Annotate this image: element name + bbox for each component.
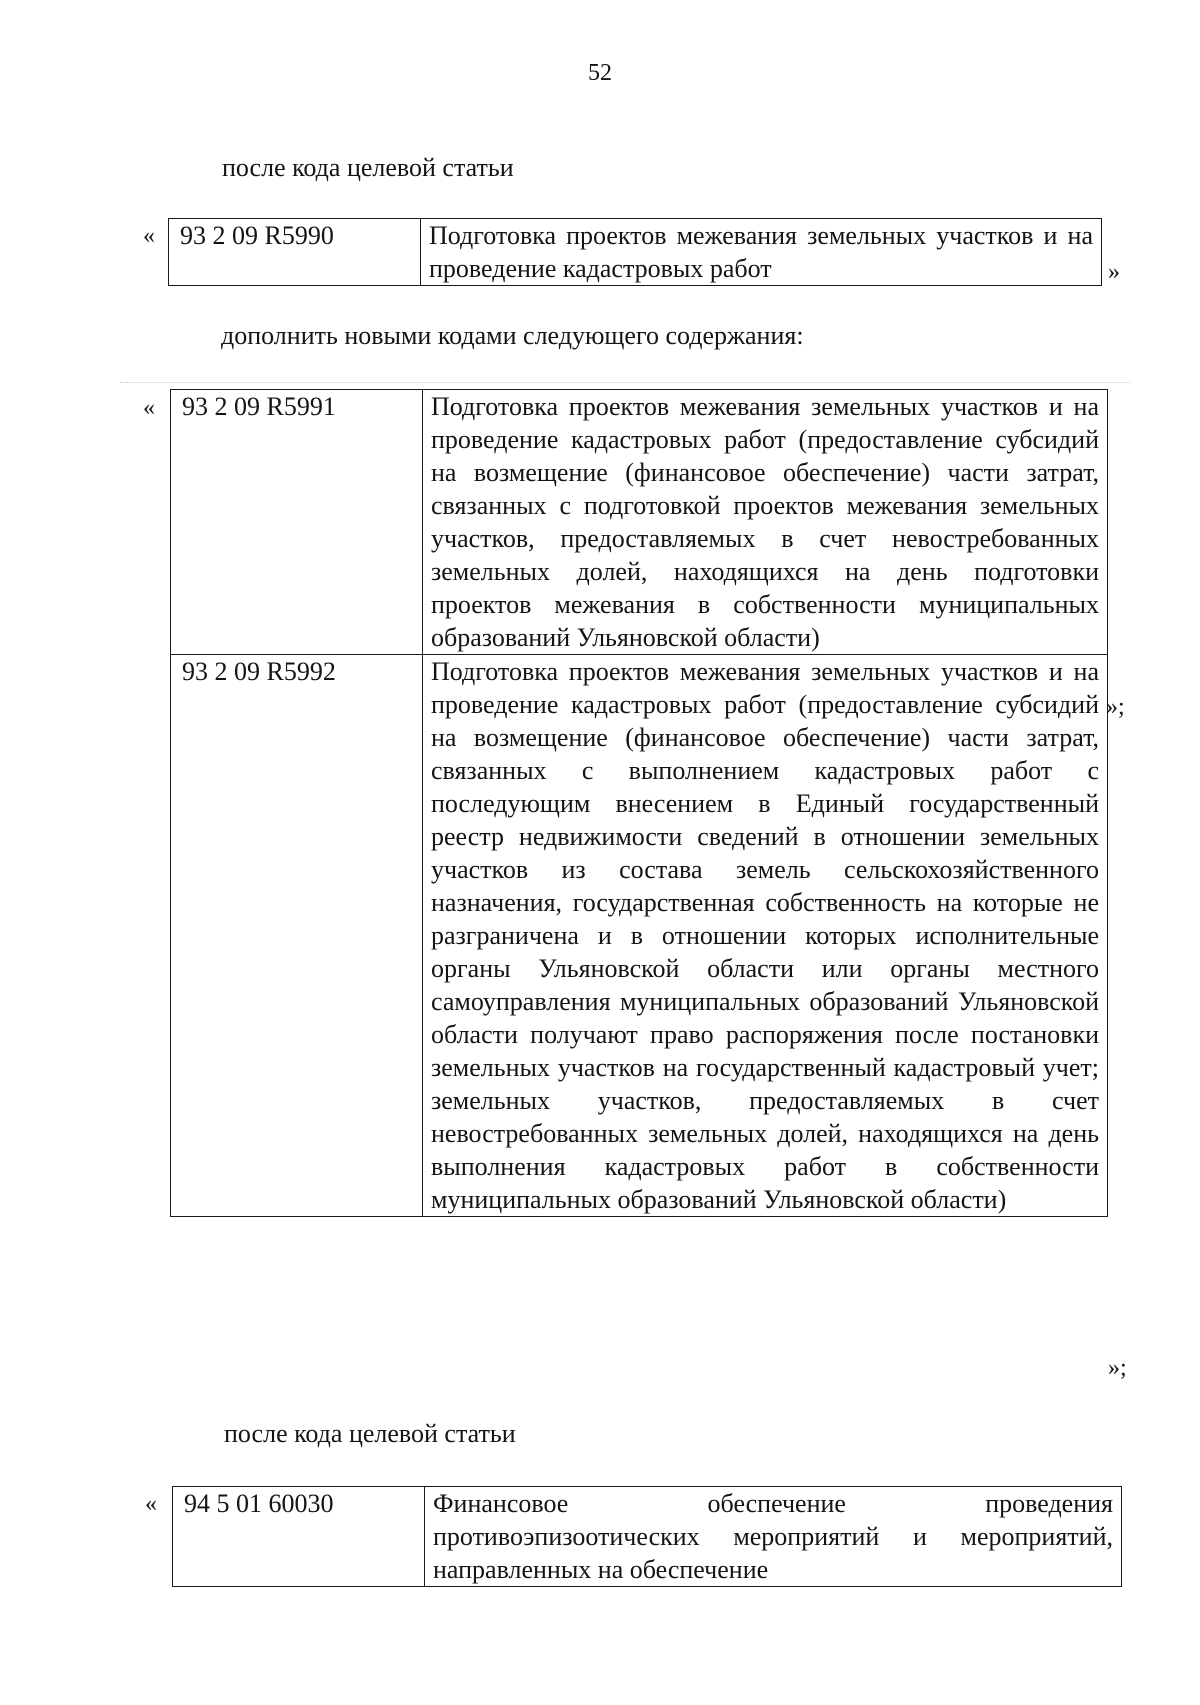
close-quote: »; [1108,1355,1127,1381]
description-cell: Финансовое обеспечение проведения противоэпизоотических мероприятий и мероприятий, направленных на обеспечение [425,1487,1122,1587]
code-table-3 [172,1486,1122,1587]
description-cell: Подготовка проектов межевания земельных участков и на проведение кадастровых работ [421,219,1102,286]
page-number: 52 [588,60,612,86]
target-code-cell: 94 5 01 60030 [173,1487,425,1587]
table-row [173,1487,1122,1587]
table-row [169,219,1102,286]
close-quote: » [1108,259,1120,285]
target-code-cell: 93 2 09 R5991 [171,390,423,655]
table-row [171,655,1108,1217]
section-2-heading: дополнить новыми кодами следующего содержания: [221,321,804,350]
open-quote: « [143,223,155,249]
target-code-cell: 93 2 09 R5990 [169,219,421,286]
description-cell: Подготовка проектов межевания земельных участков и на проведение кадастровых работ (предоставление субсидий на возмещение (финансовое обеспечение) части затрат, связанных с подготовкой проектов межевания земельных участков, предоставляемых в счет невостребованных земельных долей, находящихся на день подготовки проектов межевания в собственности муниципальных образований Ульяновской области) [423,390,1108,655]
section-1-heading: после кода целевой статьи [222,153,514,182]
table-row [171,390,1108,655]
faint-scan-line [120,382,1130,383]
code-table-1 [168,218,1102,286]
code-table-2 [170,389,1108,1217]
close-quote: »; [1106,694,1125,720]
section-3-heading: после кода целевой статьи [224,1419,516,1448]
target-code-cell: 93 2 09 R5992 [171,655,423,1217]
open-quote: « [143,395,155,421]
description-cell: Подготовка проектов межевания земельных участков и на проведение кадастровых работ (предоставление субсидий на возмещение (финансовое обеспечение) части затрат, связанных с выполнением кадастровых работ с последующим внесением в Единый государственный реестр недвижимости сведений в отношении земельных участков из состава земель сельскохозяйственного назначения, государственная собственность на которые не разграничена и в отношении которых исполнительные органы Ульяновской области или органы местного самоуправления муниципальных образований Ульяновской области получают право распоряжения после постановки земельных участков на государственный кадастровый учет; земельных участков, предоставляемых в счет невостребованных земельных долей, находящихся на день выполнения кадастровых работ в собственности муниципальных образований Ульяновской области) [423,655,1108,1217]
open-quote: « [145,1491,157,1517]
